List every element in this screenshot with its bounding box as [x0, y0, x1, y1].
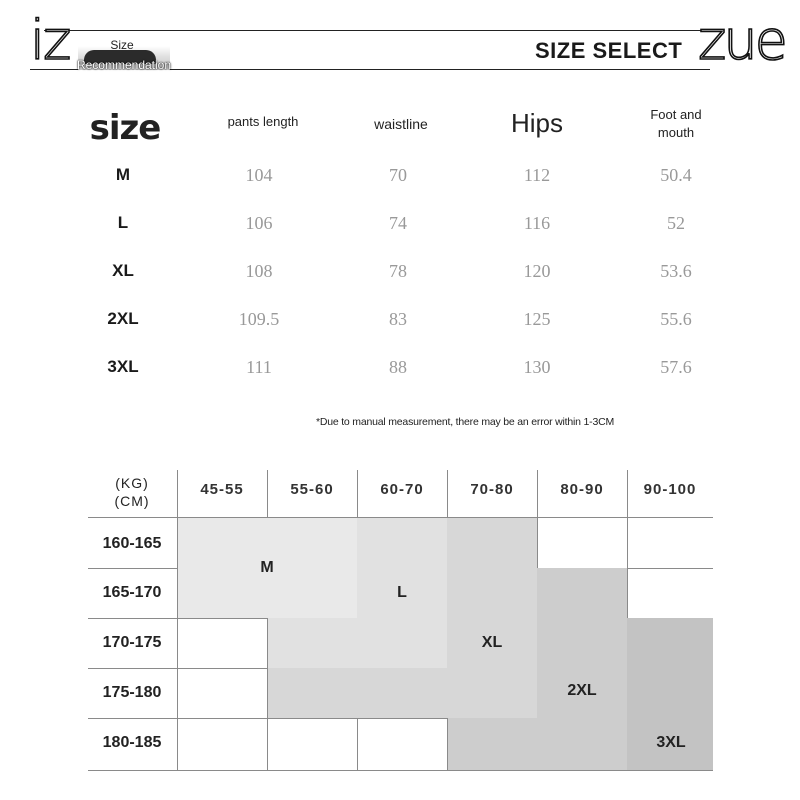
weight-header: 70-80: [470, 481, 514, 498]
grid-line: [88, 568, 177, 569]
weight-header: 55-60: [290, 481, 334, 498]
brand-logo-left: iz: [30, 9, 70, 72]
brand-logo-right: zue: [698, 9, 785, 72]
cell-pants-length: 106: [245, 213, 273, 233]
cell-foot-mouth: 53.6: [660, 261, 692, 281]
grid-line: [88, 770, 713, 771]
cell-hips: 116: [523, 213, 551, 233]
header-foot-line-2: mouth: [657, 125, 695, 140]
cell-hips: 112: [523, 165, 551, 185]
header-size: size: [89, 108, 161, 148]
cell-pants-length: 111: [246, 357, 272, 377]
row-size: L: [117, 213, 129, 232]
grid-line: [88, 668, 267, 669]
grid-line: [357, 718, 358, 770]
cell-foot-mouth: 57.6: [660, 357, 692, 377]
cell-pants-length: 104: [245, 165, 273, 185]
row-size: 2XL: [107, 309, 139, 328]
size-label-3xl: 3XL: [656, 734, 686, 751]
header-pants-length: pants length: [227, 114, 299, 129]
cell-waistline: 83: [389, 309, 407, 329]
weight-header: 60-70: [380, 481, 424, 498]
grid-line: [88, 618, 267, 619]
weight-header: 90-100: [643, 481, 697, 498]
weight-header: 45-55: [200, 481, 244, 498]
header-hips: Hips: [510, 108, 563, 138]
size-label-xl: XL: [481, 634, 503, 651]
row-size: M: [115, 165, 131, 184]
height-header: 180-185: [102, 734, 162, 751]
cell-hips: 130: [523, 357, 551, 377]
badge-line-2: Recommendation: [76, 58, 172, 72]
region-xl: [447, 518, 537, 718]
grid-line: [447, 718, 448, 770]
height-header: 175-180: [102, 684, 162, 701]
grid-line: [88, 517, 713, 518]
grid-line: [267, 618, 268, 770]
cell-hips: 125: [523, 309, 551, 329]
cell-foot-mouth: 55.6: [660, 309, 692, 329]
badge-line-1: Size: [110, 38, 134, 52]
cell-pants-length: 108: [245, 261, 273, 281]
cell-waistline: 70: [389, 165, 407, 185]
region-xl: [267, 668, 447, 718]
height-header: 160-165: [102, 535, 162, 552]
grid-line: [627, 568, 713, 569]
measurement-note: *Due to manual measurement, there may be an error within 1-3CM: [315, 416, 615, 428]
unit-cm: (CM): [114, 493, 150, 509]
cell-pants-length: 109.5: [238, 309, 280, 329]
unit-kg: (KG): [115, 475, 149, 491]
unit-header: [88, 474, 176, 510]
size-label-2xl: 2XL: [567, 682, 597, 699]
weight-header: 80-90: [560, 481, 604, 498]
region-l: [267, 618, 357, 668]
grid-line: [177, 470, 178, 770]
region-2xl: [447, 718, 537, 770]
region-2xl: [537, 568, 627, 770]
grid-line: [88, 718, 447, 719]
cell-waistline: 78: [389, 261, 407, 281]
size-label-l: L: [397, 584, 407, 601]
cell-hips: 120: [523, 261, 551, 281]
size-label-m: M: [260, 559, 274, 576]
header-foot-line-1: Foot and: [650, 107, 702, 122]
page-title: SIZE SELECT: [535, 38, 683, 63]
header-waistline: waistline: [374, 116, 428, 132]
height-header: 170-175: [102, 634, 162, 651]
cell-foot-mouth: 52: [667, 213, 685, 233]
height-header: 165-170: [102, 584, 162, 601]
cell-waistline: 74: [389, 213, 407, 233]
row-size: XL: [112, 261, 134, 280]
row-size: 3XL: [107, 357, 139, 376]
cell-waistline: 88: [389, 357, 407, 377]
cell-foot-mouth: 50.4: [660, 165, 692, 185]
